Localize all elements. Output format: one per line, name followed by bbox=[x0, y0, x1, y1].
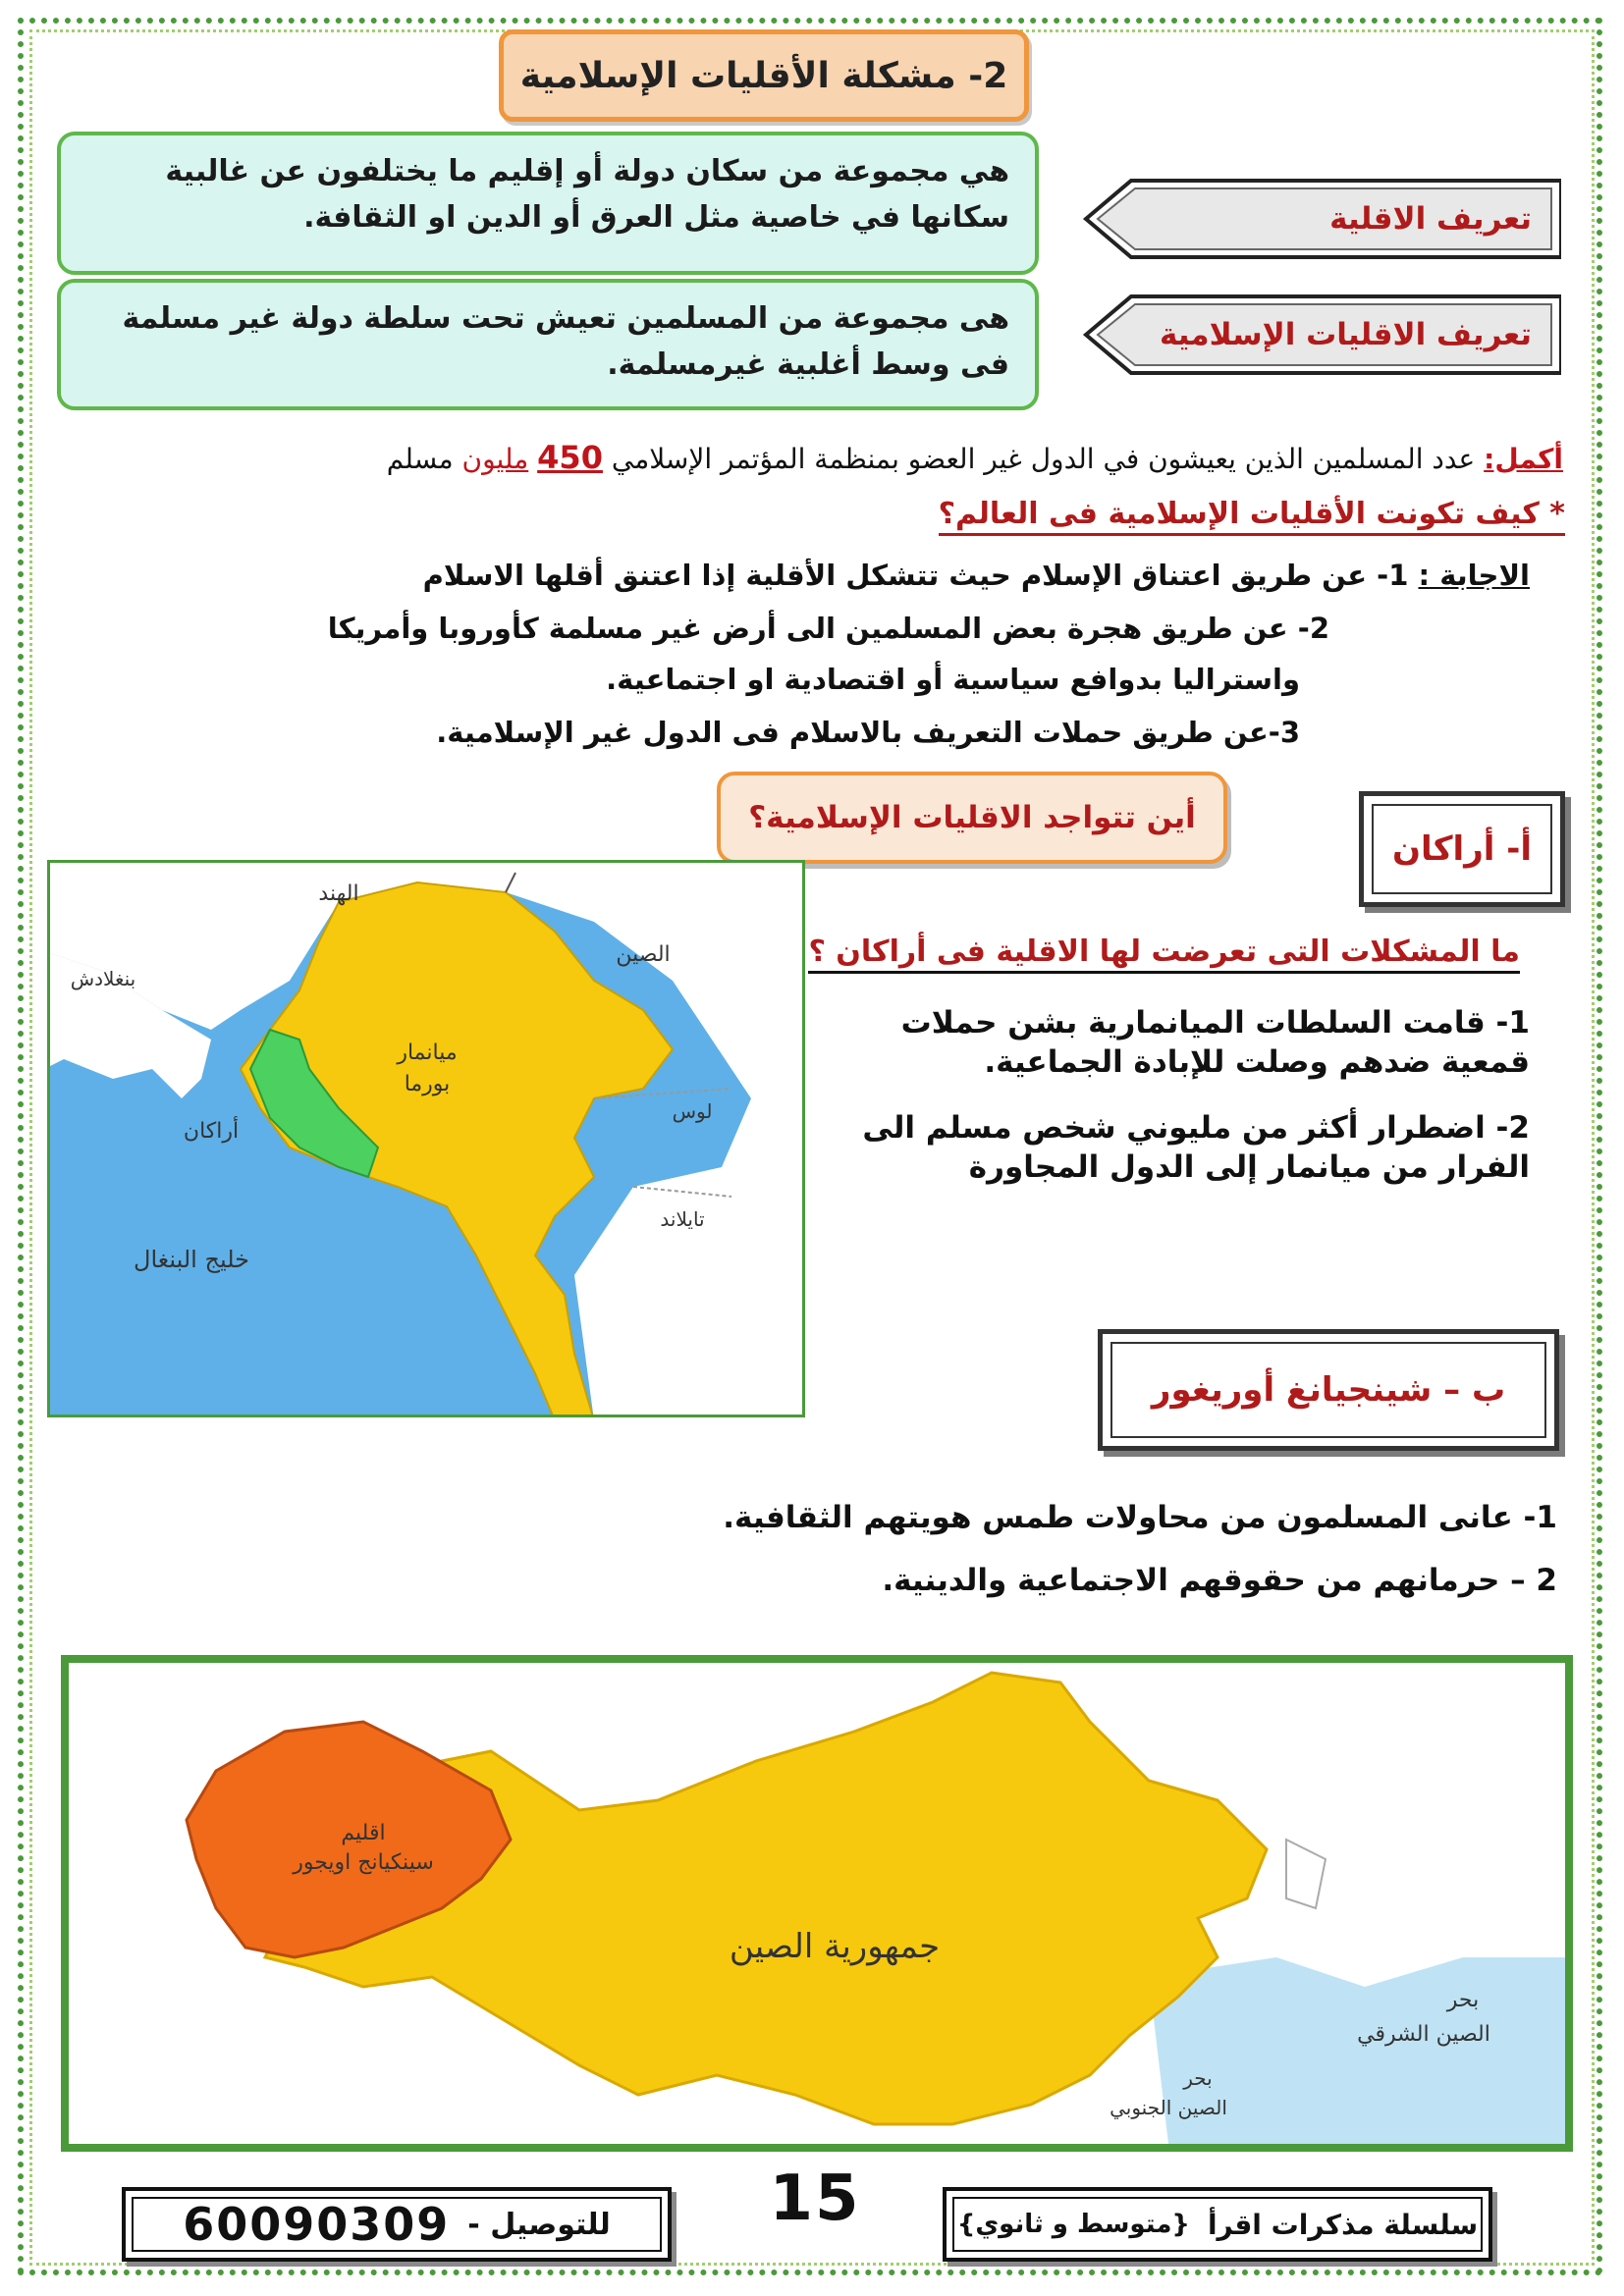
answer-line-1 bbox=[423, 556, 1530, 596]
answer-line-3: واستراليا بدوافع سياسية أو اقتصادية او اجتماعية. bbox=[606, 663, 1300, 696]
complete-label: أكمل: bbox=[1484, 443, 1563, 475]
definition-label-minority: تعريف الاقلية bbox=[1329, 201, 1532, 237]
where-question: أين تتواجد الاقليات الإسلامية؟ bbox=[748, 800, 1196, 835]
page-title bbox=[499, 29, 1029, 122]
label-china-republic: جمهورية الصين bbox=[729, 1927, 941, 1966]
arakan-problem-1: 1- قامت السلطات الميانمارية بشن حملات قمعية ضدهم وصلت للإبادة الجماعية. bbox=[900, 1005, 1530, 1081]
china-map bbox=[61, 1655, 1573, 2152]
definition-text-minority: هي مجموعة من سكان دولة أو إقليم ما يختلفون عن غالبية سكانها في خاصية مثل العرق أو الدين او الثقافة. bbox=[165, 154, 1009, 235]
definition-text-islamic-minority: هى مجموعة من المسلمين تعيش تحت سلطة دولة غير مسلمة فى وسط أغلبية غيرمسلمة. bbox=[122, 301, 1009, 382]
complete-number: 450 bbox=[537, 439, 603, 476]
label-region-2: سينكيانج اويجور bbox=[293, 1850, 434, 1875]
where-question-box bbox=[717, 772, 1227, 864]
footer-contact-box bbox=[122, 2187, 672, 2262]
label-east-sea-2: الصين الشرقي bbox=[1357, 2022, 1490, 2047]
label-china: الصين bbox=[616, 942, 671, 967]
answer-text-1: 1- عن طريق اعتناق الإسلام حيث تتشكل الأقلية إذا اعتنق أقلها الاسلام bbox=[422, 559, 1409, 592]
label-thailand: تايلاند bbox=[660, 1207, 705, 1231]
footer-series-sub: {متوسط و ثانوي} bbox=[956, 2210, 1190, 2239]
complete-after: مسلم bbox=[386, 443, 454, 475]
china-map-svg bbox=[69, 1663, 1565, 2144]
label-laos: لوس bbox=[672, 1099, 713, 1123]
definition-box-islamic-minority bbox=[57, 279, 1039, 410]
myanmar-map-svg bbox=[47, 863, 802, 1417]
label-bay-of-bengal: خليج البنغال bbox=[134, 1246, 249, 1273]
definition-tag-minority bbox=[1080, 177, 1561, 261]
label-south-sea-2: الصين الجنوبي bbox=[1110, 2096, 1227, 2119]
arakan-problem-2: 2- اضطرار أكثر من مليوني شخص مسلم الى الفرار من ميانمار إلى الدول المجاورة bbox=[862, 1109, 1530, 1185]
label-region-1: اقليم bbox=[341, 1821, 386, 1845]
xinjiang-item-1: 1- عانى المسلمون من محاولات طمس هويتهم الثقافية. bbox=[723, 1500, 1557, 1535]
definition-tag-islamic-minority bbox=[1080, 293, 1561, 377]
arakan-heading: أ- أراكان bbox=[1391, 829, 1533, 869]
xinjiang-list bbox=[723, 1500, 1557, 1626]
footer-phone: 60090309 bbox=[183, 2198, 451, 2251]
myanmar-map bbox=[47, 860, 805, 1417]
answer-label: الاجابة : bbox=[1418, 559, 1530, 592]
definition-label-islamic-minority: تعريف الاقليات الإسلامية bbox=[1159, 317, 1532, 352]
footer-series-box bbox=[943, 2187, 1492, 2262]
answer-line-4: 3-عن طريق حملات التعريف بالاسلام فى الدول غير الإسلامية. bbox=[436, 716, 1300, 749]
xinjiang-heading-box bbox=[1098, 1329, 1559, 1451]
arakan-problems-question: ما المشكلات التى تعرضت لها الاقلية فى أراكان ؟ bbox=[808, 934, 1520, 974]
page-title-text: 2- مشكلة الأقليات الإسلامية bbox=[519, 55, 1008, 96]
label-india: الهند bbox=[318, 881, 359, 906]
xinjiang-item-2: 2 – حرمانهم من حقوقهم الاجتماعية والدينية. bbox=[882, 1563, 1557, 1598]
page-number: 15 bbox=[769, 2163, 861, 2235]
label-arakan: أراكان bbox=[183, 1119, 240, 1144]
answer-line-2: 2- عن طريق هجرة بعض المسلمين الى أرض غير مسلمة كأوروبا وأمريكا bbox=[327, 612, 1329, 645]
label-burma: بورما bbox=[404, 1072, 451, 1096]
footer-series: سلسلة مذكرات اقرأ bbox=[1207, 2208, 1479, 2241]
xinjiang-heading: ب – شينجيانغ أوريغور bbox=[1151, 1370, 1506, 1410]
label-bangladesh: بنغلادش bbox=[70, 967, 136, 990]
arakan-problems-list bbox=[862, 1003, 1530, 1212]
complete-unit: مليون bbox=[461, 443, 529, 475]
footer-contact-label: للتوصيل - bbox=[467, 2207, 611, 2242]
label-myanmar: ميانمار bbox=[397, 1041, 458, 1065]
how-question: * كيف تكونت الأقليات الإسلامية فى العالم؟ bbox=[939, 497, 1565, 536]
label-south-sea-1: بحر bbox=[1183, 2066, 1213, 2090]
complete-before: عدد المسلمين الذين يعيشون في الدول غير العضو بمنظمة المؤتمر الإسلامي bbox=[611, 443, 1476, 475]
label-east-sea-1: بحر bbox=[1446, 1988, 1480, 2012]
definition-box-minority bbox=[57, 132, 1039, 275]
complete-sentence bbox=[387, 436, 1563, 480]
arakan-heading-box bbox=[1359, 791, 1565, 907]
